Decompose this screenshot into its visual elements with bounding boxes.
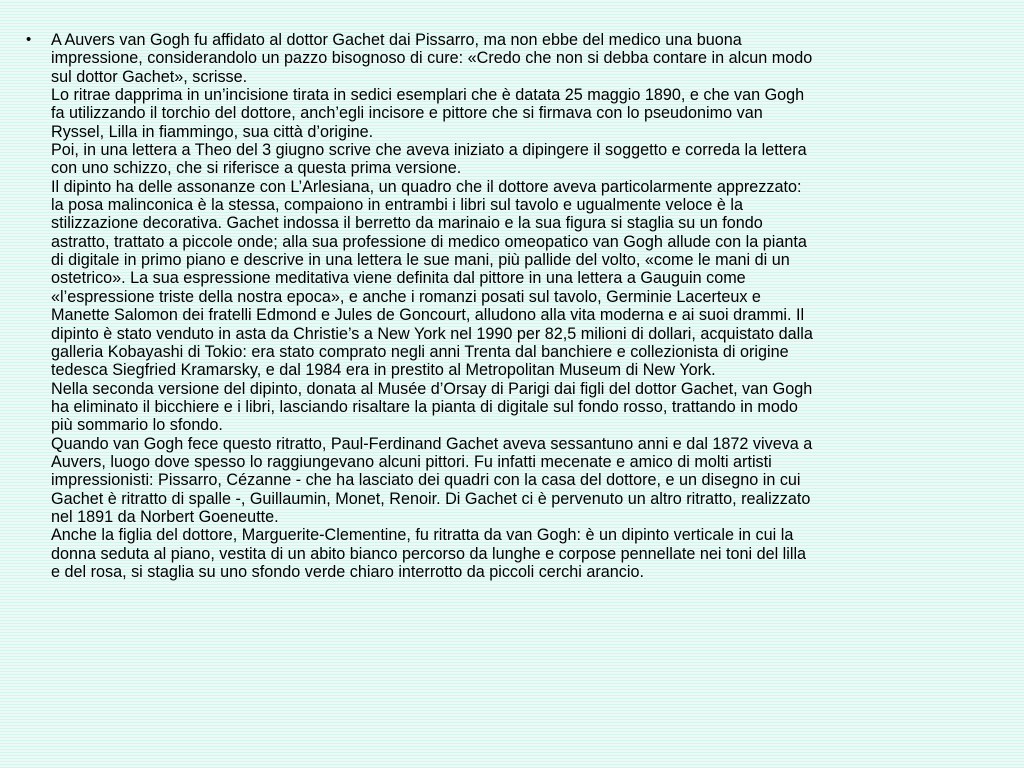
text-line: e del rosa, si staglia su uno sfondo verde chiaro interrotto da piccoli cerchi arancio.	[51, 562, 644, 581]
text-line: con uno schizzo, che si riferisce a questa prima versione.	[51, 159, 462, 178]
text-line: Poi, in una lettera a Theo del 3 giugno scrive che aveva iniziato a dipingere il soggetto e correda la lettera	[51, 141, 807, 160]
text-line: tedesca Siegfried Kramarsky, e dal 1984 era in prestito al Metropolitan Museum di New York.	[51, 361, 716, 380]
paragraph-letter-theo	[51, 141, 987, 178]
text-line: astratto, trattato a piccole onde; alla sua professione di medico omeopatico van Gogh allude con la pianta	[51, 232, 807, 251]
text-line: nel 1891 da Norbert Goeneutte.	[51, 507, 279, 526]
paragraph-painting-description	[51, 178, 987, 380]
text-line: galleria Kobayashi di Tokio: era stato comprato negli anni Trenta dal banchiere e collezionista di origine	[51, 342, 789, 361]
text-line: Nella seconda versione del dipinto, donata al Musée d’Orsay di Parigi dai figli del dottor Gachet, van Gogh	[51, 379, 813, 398]
paragraph-marguerite-portrait	[51, 526, 987, 581]
text-line: fa utilizzando il torchio del dottore, anch’egli incisore e pittore che si firmava con lo pseudonimo van	[51, 104, 763, 123]
paragraph-second-version	[51, 380, 987, 435]
text-line: più sommario lo sfondo.	[51, 416, 223, 435]
text-line: A Auvers van Gogh fu affidato al dottor Gachet dai Pissarro, ma non ebbe del medico una buona	[51, 31, 742, 49]
text-line: la posa malinconica è la stessa, compaiono in entrambi i libri sul tavolo e ugualmente veloce è la	[51, 196, 743, 215]
text-line: impressionisti: Pissarro, Cézanne - che ha lasciato dei quadri con la casa del dottore, e un disegno in cui	[51, 471, 801, 490]
text-line: Quando van Gogh fece questo ritratto, Paul-Ferdinand Gachet aveva sessantuno anni e dal 1872 viveva a	[51, 434, 813, 453]
text-line: ostetrico». La sua espressione meditativa viene definita dal pittore in una lettera a Gauguin come	[51, 269, 746, 288]
text-line: sul dottor Gachet», scrisse.	[51, 67, 248, 86]
paragraph-gachet-biography	[51, 435, 987, 527]
text-line: Lo ritrae dapprima in un’incisione tirata in sedici esemplari che è datata 25 maggio 1890, e che van Gogh	[51, 86, 805, 105]
text-line: dipinto è stato venduto in asta da Christie’s a New York nel 1990 per 82,5 milioni di dollari, acquistato dalla	[51, 324, 813, 343]
paragraph-auvers-intro	[51, 31, 987, 86]
text-line: ha eliminato il bicchiere e i libri, lasciando risaltare la pianta di digitale sul fondo rosso, trattando in modo	[51, 397, 798, 416]
text-line: impressione, considerandolo un pazzo bisognoso di cure: «Credo che non si debba contare in alcun modo	[51, 49, 813, 68]
text-line: Gachet è ritratto di spalle -, Guillaumin, Monet, Renoir. Di Gachet ci è pervenuto un altro ritratto, realizzato	[51, 489, 811, 508]
text-line: Il dipinto ha delle assonanze con L’Arlesiana, un quadro che il dottore aveva particolarmente apprezzato:	[51, 177, 802, 196]
text-line: Anche la figlia del dottore, Marguerite-Clementine, fu ritratta da van Gogh: è un dipinto verticale in cui la	[51, 526, 794, 545]
slide-text-body	[51, 31, 987, 581]
bullet-marker: •	[26, 31, 32, 48]
text-line: Ryssel, Lilla in fiammingo, sua città d’origine.	[51, 122, 374, 141]
paragraph-etching	[51, 86, 987, 141]
text-line: Auvers, luogo dove spesso lo raggiungevano alcuni pittori. Fu infatti mecenate e amico di molti artisti	[51, 452, 772, 471]
text-line: Manette Salomon dei fratelli Edmond e Jules de Goncourt, alludono alla vita moderna e ai suoi drammi. Il	[51, 306, 805, 325]
text-line: «l’espressione triste della nostra epoca», e anche i romanzi posati sul tavolo, Germinie Lacerteux e	[51, 287, 761, 306]
text-line: stilizzazione decorativa. Gachet indossa il berretto da marinaio e la sua figura si staglia su un fondo	[51, 214, 763, 233]
text-line: donna seduta al piano, vestita di un abito bianco percorso da lunghe e corpose pennellate nei toni del lilla	[51, 544, 807, 563]
text-line: di digitale in primo piano e descrive in una lettera le sue mani, più pallide del volto, «come le mani di un	[51, 251, 790, 270]
